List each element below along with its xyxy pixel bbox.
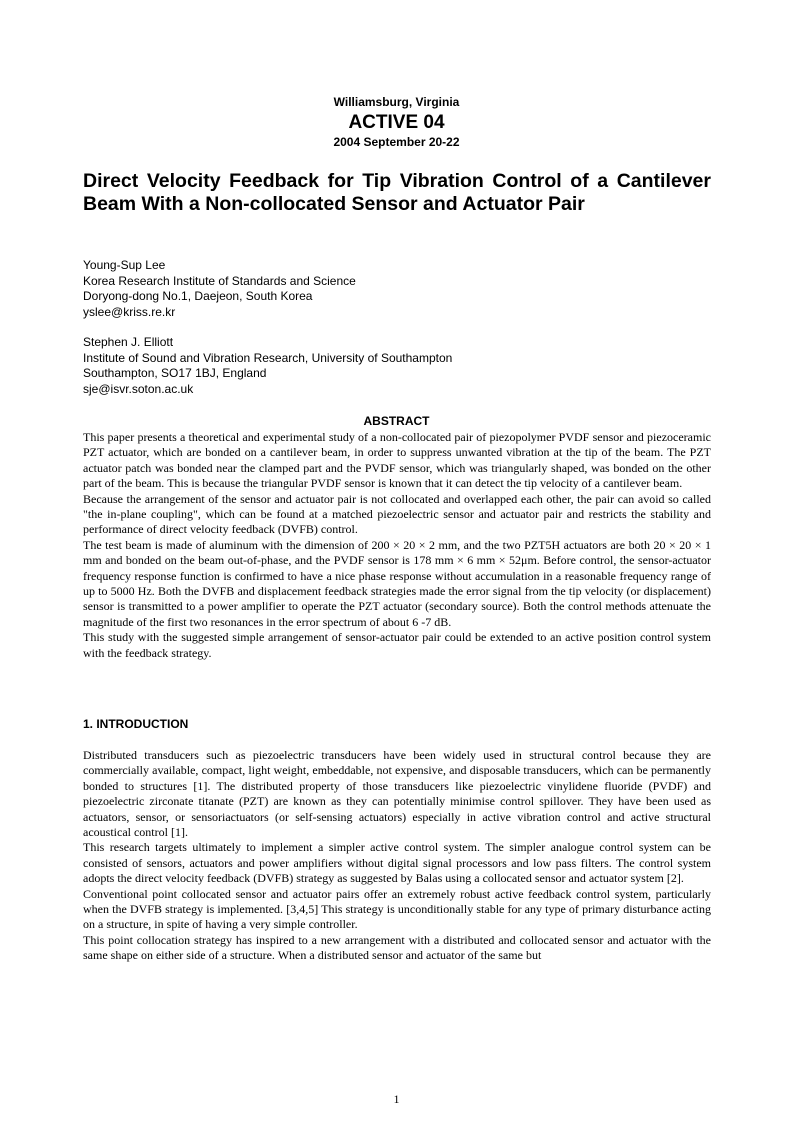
- author-address: Doryong-dong No.1, Daejeon, South Korea: [83, 289, 313, 303]
- conference-date: 2004 September 20-22: [333, 135, 460, 149]
- page-number: 1: [393, 1092, 400, 1106]
- author-name: Stephen J. Elliott: [83, 335, 174, 349]
- author-name: Young-Sup Lee: [83, 258, 166, 272]
- author-affiliation: Institute of Sound and Vibration Research, University of Southampton: [83, 350, 453, 365]
- author-affiliation: Korea Research Institute of Standards and Science: [83, 273, 356, 288]
- conference-name: ACTIVE 04: [348, 112, 445, 133]
- abstract-paragraph: The test beam is made of aluminum with the dimension of 200 × 20 × 2 mm, and the two PZT5H actuators are both 20 × 20 × 1 mm and bonded on the beam out-of-phase, and the PVDF sensor is 178 mm × 6 mm × 52μm. Before control, the sensor-actuator frequency response function is confirmed to have a nice phase response without accumulation in a reasonable frequency range of up to 5000 Hz. Both the DVFB and displacement feedback strategies made the error signal from the tip velocity (or displacement) sensor is transmitted to a power amplifier to operate the PZT actuator (secondary source). Both the control methods attenuate the magnitude of the first two resonances in the error spectrum of about 6 -7 dB.: [83, 537, 711, 629]
- introduction-body: [83, 748, 711, 964]
- abstract-heading: ABSTRACT: [363, 414, 430, 428]
- abstract-paragraph: This study with the suggested simple arrangement of sensor-actuator pair could be extended to an active position control system with the feedback strategy.: [83, 630, 711, 660]
- introduction-paragraph: This point collocation strategy has inspired to a new arrangement with a distributed and collocated sensor and actuator with the same shape on either side of a structure. When a distributed sensor and actuator of the same but: [83, 932, 711, 963]
- abstract-body: [83, 430, 711, 661]
- section-heading-introduction: 1. INTRODUCTION: [83, 717, 189, 731]
- introduction-paragraph: This research targets ultimately to implement a simpler active control system. The simpler analogue control system can be consisted of sensors, actuators and power amplifiers without digital signal processors and low pass filters. The control system adopts the direct velocity feedback (DVFB) strategy as suggested by Balas using a collocated sensor and actuator system [2].: [83, 840, 711, 886]
- introduction-paragraph: Distributed transducers such as piezoelectric transducers have been widely used in structural control because they are commercially available, compact, light weight, embeddable, not expensive, and disposable transducers, which can be permanently bonded to structures [1]. The distributed property of those transducers like piezoelectric vinylidene fluoride (PVDF) and piezoelectric zirconate titanate (PZT) are known as they can potentially minimise control spillover. They have been used as actuators, sensor, or sensoriactuators (or self-sensing actuators) especially in active vibration control and active structural acoustical control [1].: [83, 748, 711, 840]
- author-address: Southampton, SO17 1BJ, England: [83, 366, 267, 380]
- author-block: [83, 258, 703, 320]
- author-block: [83, 335, 703, 397]
- conference-location: Williamsburg, Virginia: [333, 95, 460, 109]
- author-email: sje@isvr.soton.ac.uk: [83, 381, 194, 396]
- author-email: yslee@kriss.re.kr: [83, 304, 176, 319]
- paper-title: Direct Velocity Feedback for Tip Vibration Control of a Cantilever Beam With a Non-collocated Sensor and Actuator Pair: [83, 170, 711, 215]
- introduction-paragraph: Conventional point collocated sensor and actuator pairs offer an extremely robust active feedback control system, particularly when the DVFB strategy is implemented. [3,4,5] This strategy is unconditionally stable for any type of primary disturbance acting on a structure, in spite of having a very simple controller.: [83, 886, 711, 932]
- abstract-paragraph: Because the arrangement of the sensor and actuator pair is not collocated and overlapped each other, the pair can avoid so called "the in-plane coupling", which can be found at a matched piezoelectric sensor and actuator pair and restricts the stability and performance of direct velocity feedback (DVFB) control.: [83, 491, 711, 537]
- abstract-paragraph: This paper presents a theoretical and experimental study of a non-collocated pair of piezopolymer PVDF sensor and piezoceramic PZT actuator, which are bonded on a cantilever beam, in order to suppress unwanted vibration at the tip of the beam. The PZT actuator patch was bonded near the clamped part and the PVDF sensor, which was triangularly shaped, was bonded on the other part of the beam. This is because the triangular PVDF sensor is known that it can detect the tip velocity of a cantilever beam.: [83, 430, 711, 491]
